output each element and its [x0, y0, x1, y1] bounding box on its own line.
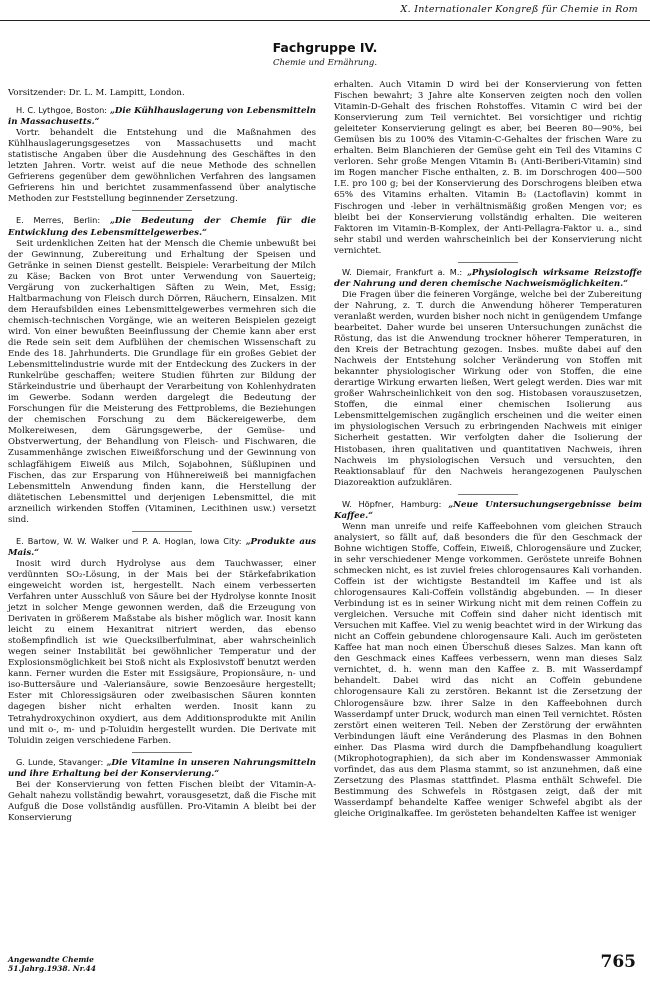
entry-body: Wenn man unreife und reife Kaffeebohnen vom gleichen Strauch analysiert, so fällt auf, daß besonders die für den Geschmack der Bohne wichtigen Stoffe, Coffein, Eiweiß, Chlorogensäure und Zucker, in sehr verschiedener Menge vorkommen. Geröstete unreife Bohnen schmecken nicht, es ist zuviel freies chlorogensaures Kali vorhanden. Coffein ist der wichtigste Bestandteil im Kaffee und ist als chlorogensaures Kali-Coffein vollständig abgebunden. — In dieser Verbindung ist es in seiner Wirkung nicht mit dem reinen Coffein zu vergleichen. Versuche mit Coffein sind daher nicht identisch mit Versuchen mit Kaffee. Viel zu wenig beachtet wird in der Wirkung das nicht an Coffein gebundene chlorogensaure Kali. Auch im gerösteten Kaffee hat man noch einen Überschuß dieses Salzes. Man kann oft den Geschmack eines Kaffees verbessern, wenn man dieses Salz vernichtet, d. h. wenn man den Kaffee z. B. mit Wasserdampf behandelt. Dabei wird das nicht an Coffein gebundene chlorogensaure Kali zu zerstören. Bekannt ist die Zersetzung der Chlorogensäure bzw. ihrer Salze in den Kaffeebohnen durch Wasserdampf unter Druck, wodurch man einen Teil vernichtet. Rösten zerstört einen weiteren Teil. Neben der Zerstörung der erwähnten Verbindungen läuft eine Veränderung des Plasmas in den Bohnen einher. Das Plasma wird durch die Dampfbehandlung koaguliert (Mikrophotographien), da sich aber im Kondenswasser Ammoniak vorfindet, das aus dem Plasma stammt, so ist anzunehmen, daß eine Zersetzung des Plasmas stattfindet. Plasma enthält Schwefel. Die Bestimmung des Schwefels in Röstgasen zeigt, daß der mit Wasserdampf behandelte Kaffee weniger Schwefel abgibt als der gleiche Originalkaffee. Im gerösteten behandelten Kaffee ist weniger	[334, 521, 642, 819]
journal-issue: 51.Jahrg.1938. Nr.44	[8, 964, 96, 973]
abstract-entry	[8, 757, 316, 824]
entry-body: Seit urdenklichen Zeiten hat der Mensch die Chemie unbewußt bei der Gewinnung, Zubereitung und Erhaltung der Speisen und Getränke in seinen Dienst gestellt. Beispiele: Verarbeitung der Milch zu Käse; Backen von Brot unter Verwendung von Sauerteig; Vergärung von zuckerhaltigen Säften zu Wein, Met, Essig; Haltbarmachung von Fleisch durch Dörren, Räuchern, Einsalzen. Mit dem Heraufsbilden eines Lebensmittelgewerbes vermehren sich die chemisch-technischen Vorgänge, wie an weiteren Beispielen gezeigt wird. Von einer bewußten Beeinflussung der Chemie kann aber erst die Rede sein seit dem Aufblühen der chemischen Wissenschaft zu Ende des 18. Jahrhunderts. Die Grundlage für ein großes Gebiet der Lebensmittelindustrie wurde mit der Entdeckung des Zuckers in der Runkelrübe geschaffen; weitere Studien führten zur Bildung der Stärkeindustrie und überhaupt der Verarbeitung von Kohlenhydraten im Gewerbe. Sodann werden dargelegt die Bedeutung der Forschungen für die Meisterung des Fettproblems, die Beziehungen der chemischen Forschung zu dem Bäckereigewerbe, dem Molkereiwesen, dem Gärungsgewerbe, der Gemüse- und Obstverwertung, der Behandlung von Fleisch- und Fischwaren, die Zusammenhänge zwischen Eiweißforschung und der Gewinnung von schlagfähigem Eiweiß aus Milch, Sojabohnen, Süßlupinen und Fischen, das zur Ersparung von Hühnereiweiß bei mannigfachen Lebensmitteln Anwendung finden kann, die Herstellung der diätetischen Lebensmittel und derjenigen Lebensmittel, die mit arzneilich wirkenden Stoffen (Vitaminen, Lecithinen usw.) versetzt sind.	[8, 238, 316, 525]
entry-separator	[132, 531, 192, 532]
header-rule	[0, 20, 650, 21]
entry-body: Inosit wird durch Hydrolyse aus dem Tauchwasser, einer verdünnten SO₂-Lösung, in der Mais bei der Stärkefabrikation eingeweicht worden ist, hergestellt. Nach einem verbesserten Verfahren unter Ausschluß von Säure bei der Hydrolyse konnte Inosit jetzt in solcher Menge gewonnen werden, daß die Erzeugung von Derivaten in größerem Maßstabe als bisher möglich war. Inosit kann leicht zu einem Hexanitrat nitriert werden, das ebenso stoßempfindlich ist wie Quecksilberfulminat, aber wahrscheinlich wegen seiner Instabilität bei gewöhnlicher Temperatur und der Explosionsmöglichkeit bei Stoß nicht als Explosivstoff benutzt werden kann. Ferner wurden die Ester mit Essigsäure, Propionsäure, n- und iso-Buttersäure und -Valeriansäure, sowie Benzoesäure hergestellt; Ester mit Chloressigsäuren oder zweibasischen Säuren konnten dagegen bisher nicht erhalten werden. Inosit kann zu Tetrahydroxychinon oxydiert, aus dem Additionsprodukte mit Anilin und mit o-, m- und p-Toluidin hergestellt wurden. Die Derivate mit Toluidin zeigen verschiedene Farben.	[8, 558, 316, 746]
journal-name: Angewandte Chemie	[8, 955, 94, 964]
entry-heading	[334, 267, 642, 290]
entry-body: Die Fragen über die feineren Vorgänge, welche bei der Zubereitung der Nahrung, z. T. durch die Anwendung höherer Temperaturen veranlaßt werden, wurden bisher noch nicht in genügendem Umfange bearbeitet. Daher wurde bei unseren Untersuchungen zunächst die Röstung, das ist die Anwendung trockner höherer Temperaturen, in den Kreis der Betrachtung gezogen. Insbes. mußte dabei auf den Nachweis der Entstehung solcher Veränderung von Stoffen mit bekannter physiologischer Wirkung oder von Stoffen, die eine derartige Wirkung erwarten ließen, Wert gelegt werden. Dies war mit großer Wahrscheinlichkeit von den sog. Histobasen vorauszusetzen, Stoffen, die einmal einer chemischen Isolierung aus Lebensmittelgemischen zugänglich erscheinen und die weiter einen im physiologischen Versuch zu erbringenden Nachweis mit einiger Sicherheit gestatten. Wir verfolgten daher die Isolierung der Histobasen, ihren qualitativen und quantitativen Nachweis, ihren Nachweis im physiologischen Versuch und versuchten, den Reaktionsablauf für den Nachweis herangezogenen Paulyschen Diazoreaktion aufzuklären.	[334, 289, 642, 488]
abstract-entry	[334, 267, 642, 489]
entry-body: Vortr. behandelt die Entstehung und die Maßnahmen des Kühlhauslagerungsgesetzes von Massachusetts und macht statistische Angaben über die Ausdehnung des Geschäftes in den letzten Jahren. Vortr. weist auf die neue Methode des schnellen Gefrierens gegenüber dem gewöhnlichen Verfahren des langsamen Gefrierens hin und berichtet zusammenfassend über analytische Methoden zur Feststellung beginnender Zersetzung.	[8, 128, 316, 205]
entry-separator	[458, 262, 518, 263]
running-head: X. Internationaler Kongreß für Chemie in Rom	[400, 4, 638, 15]
entry-heading	[8, 757, 316, 780]
entry-heading	[8, 215, 316, 238]
chairman-line: Vorsitzender: Dr. L. M. Lampitt, London.	[8, 88, 185, 98]
page-number: 765	[600, 952, 636, 972]
entry-title: „Die Bedeutung der Chemie für die Entwicklung des Lebensmittelgewerbes.“	[8, 216, 316, 238]
entry-author: W. Diemair, Frankfurt a. M.:	[342, 266, 463, 277]
entry-body-start: Bei der Konservierung von fetten Fischen bleibt der Vitamin-A-Gehalt nahezu vollständig bewahrt, vorausgesetzt, daß die Fische mit Aufguß die Dose vollständig ausfüllen. Pro-Vitamin A bleibt bei der Konservierung	[8, 779, 316, 823]
entry-title: „Die Kühlhauslagerung von Lebensmitteln in Massachusetts.“	[8, 106, 316, 128]
entry-separator	[132, 210, 192, 211]
entry-heading	[8, 536, 316, 559]
entry-author: E. Merres, Berlin:	[16, 215, 101, 226]
entry-heading	[8, 105, 316, 128]
entry-author: H. C. Lythgoe, Boston:	[16, 105, 108, 116]
entry-title: „Physiologisch wirksame Reizstoffe der Nahrung und deren chemische Nachweismöglichkeiten.“	[334, 267, 642, 289]
entry-heading	[334, 499, 642, 522]
abstract-entry	[8, 215, 316, 525]
entry-author: G. Lunde, Stavanger:	[16, 756, 104, 767]
abstract-entry	[334, 499, 642, 820]
right-column	[334, 80, 642, 825]
abstract-entry	[8, 536, 316, 747]
entry-author: W. Höpfner, Hamburg:	[342, 498, 442, 509]
entry-title: „Neue Untersuchungsergebnisse beim Kaffee.“	[334, 499, 643, 521]
entry-author: E. Bartow, W. W. Walker und P. A. Hoglan, Iowa City:	[16, 535, 242, 546]
left-column	[8, 88, 316, 829]
entry-body-continued: erhalten. Auch Vitamin D wird bei der Konservierung von fetten Fischen bewahrt; 3 Jahre alte Konserven zeigten noch den vollen Vitamin-D-Gehalt des frischen Rohstoffes. Vitamin C wird bei der Konservierung zum Teil vernichtet. Bei vorsichtiger und richtig geleiteter Konservierung gelingt es aber, bei Beeren 80—90%, bei Gemüsen bis zu 100% des Vitamin-C-Gehaltes der frischen Ware zu erhalten. Beim Blanchieren der Gemüse geht ein Teil des Vitamins C verloren. Sehr große Mengen Vitamin B₁ (Anti-Beriberi-Vitamin) sind im Rogen mancher Fische enthalten, z. B. im Dorschrogen 400—500 I.E. pro 100 g; bei der Konservierung des Dorschrogens bleiben etwa 65% des Vitamins erhalten. Vitamin B₂ (Lactoflavin) kommt in Fischrogen und -leber in verhältnismäßig großen Mengen vor; es bleibt bei der Konservierung vollständig erhalten. Die weiteren Faktoren im Vitamin-B-Komplex, der Anti-Pellagra-Faktor u. a., sind sehr stabil und werden wahrscheinlich bei der Konservierung nicht vernichtet.	[334, 80, 642, 256]
entry-title: „Produkte aus Mais.“	[8, 536, 316, 558]
entry-title: „Die Vitamine in unseren Nahrungsmitteln und ihre Erhaltung bei der Konservierung.“	[8, 757, 316, 779]
entry-separator	[458, 494, 518, 495]
section-subtitle: Chemie und Ernährung.	[272, 58, 378, 68]
section-title: Fachgruppe IV.	[272, 40, 378, 55]
abstract-entry-continued	[334, 80, 642, 257]
abstract-entry	[8, 105, 316, 205]
entry-separator	[132, 752, 192, 753]
journal-footer	[8, 955, 96, 973]
